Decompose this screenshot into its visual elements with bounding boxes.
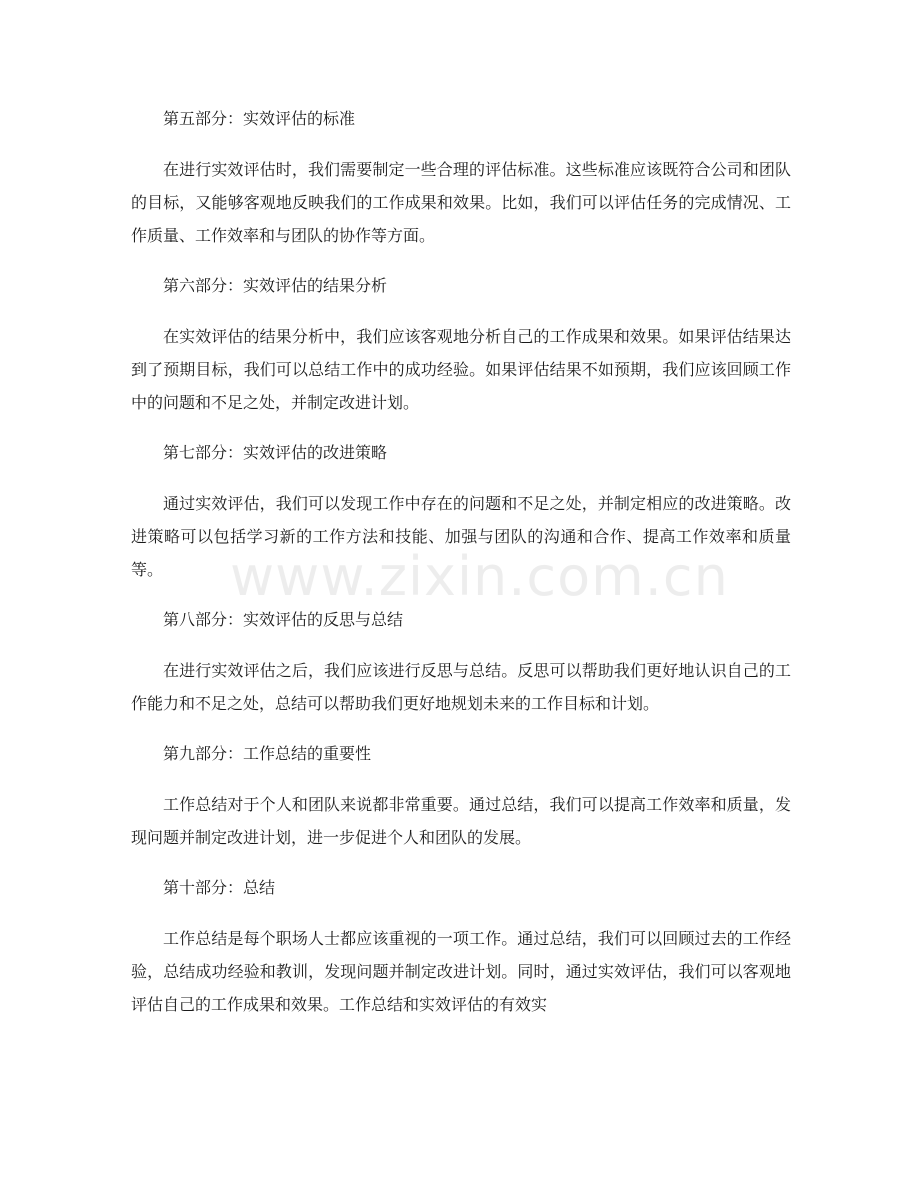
section-7-paragraph: 通过实效评估，我们可以发现工作中存在的问题和不足之处，并制定相应的改进策略。改进策略可以包括学习新的工作方法和技能、加强与团队的沟通和合作、提高工作效率和质量等。 bbox=[131, 494, 791, 579]
section-6-heading: 第六部分：实效评估的结果分析 bbox=[163, 276, 388, 295]
section-9-paragraph: 工作总结对于个人和团队来说都非常重要。通过总结，我们可以提高工作效率和质量，发现问题并制定改进计划，进一步促进个人和团队的发展。 bbox=[131, 795, 791, 847]
section-8-paragraph: 在进行实效评估之后，我们应该进行反思与总结。反思可以帮助我们更好地认识自己的工作能力和不足之处，总结可以帮助我们更好地规划未来的工作目标和计划。 bbox=[131, 661, 791, 713]
document-body bbox=[131, 103, 791, 1039]
site-watermark: www.zixin.com.cn bbox=[230, 545, 729, 608]
section-5-heading: 第五部分：实效评估的标准 bbox=[163, 109, 356, 128]
section-8-heading: 第八部分：实效评估的反思与总结 bbox=[163, 610, 404, 629]
section-9-heading: 第九部分：工作总结的重要性 bbox=[163, 744, 372, 763]
section-5-paragraph: 在进行实效评估时，我们需要制定一些合理的评估标准。这些标准应该既符合公司和团队的目标，又能够客观地反映我们的工作成果和效果。比如，我们可以评估任务的完成情况、工作质量、工作效率和与团队的协作等方面。 bbox=[131, 160, 791, 245]
section-10-paragraph: 工作总结是每个职场人士都应该重视的一项工作。通过总结，我们可以回顾过去的工作经验，总结成功经验和教训，发现问题并制定改进计划。同时，通过实效评估，我们可以客观地评估自己的工作成果和效果。工作总结和实效评估的有效实 bbox=[131, 929, 791, 1014]
section-6-paragraph: 在实效评估的结果分析中，我们应该客观地分析自己的工作成果和效果。如果评估结果达到了预期目标，我们可以总结工作中的成功经验。如果评估结果不如预期，我们应该回顾工作中的问题和不足之处，并制定改进计划。 bbox=[131, 327, 791, 412]
section-7-heading: 第七部分：实效评估的改进策略 bbox=[163, 443, 388, 462]
section-10-heading: 第十部分：总结 bbox=[163, 878, 276, 897]
